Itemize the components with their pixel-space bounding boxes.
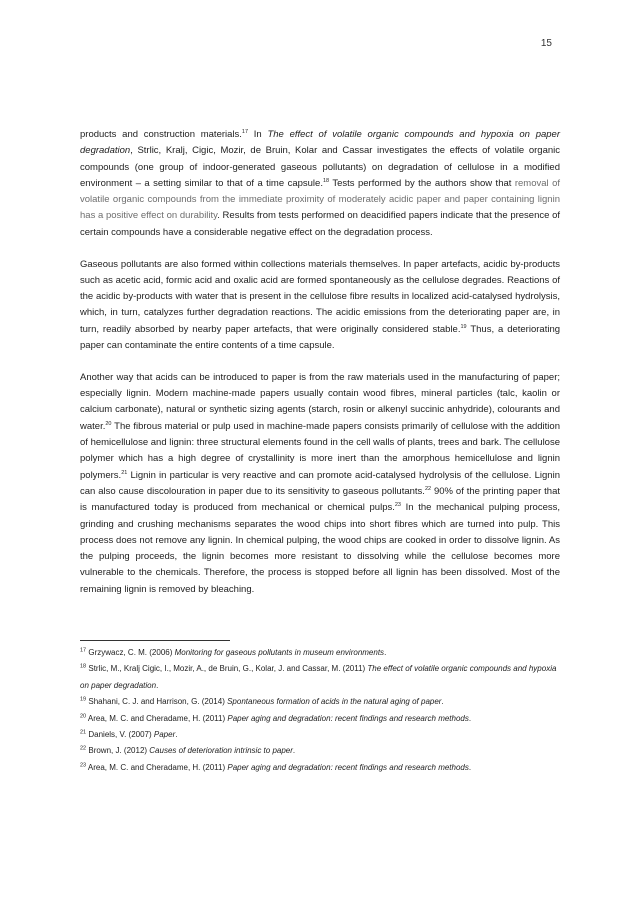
footnote: [80, 711, 560, 727]
footnote: [80, 760, 560, 776]
footnote-number: 17: [80, 647, 87, 654]
footnote-ref: 17: [241, 128, 249, 135]
quoted-passage: removal of volatile organic compounds from the immediate proximity of moderately acidic paper and paper containing lignin has a positive effect on durability: [80, 177, 560, 222]
footnote-number: 19: [80, 696, 87, 703]
footnote-punct: .: [468, 762, 472, 772]
footnote-ref: 19: [460, 323, 467, 330]
footnote-title: Paper: [153, 730, 176, 740]
footnote-punct: .: [384, 648, 387, 657]
body-text: [80, 127, 560, 614]
footnote-punct: .: [175, 730, 178, 740]
footnote-title: Paper aging and degradation: recent findings and research methods: [227, 713, 469, 723]
footnote-title: Spontaneous formation of acids in the natural aging of paper: [227, 697, 442, 707]
footnote-separator: [80, 640, 230, 641]
text-run: The fibrous material or pulp used in machine-made papers consists primarily of cellulose with the addition of hemicellulose and lignin: three structural elements found in the cell walls of plants, trees and bark. The cellulose polymer which has a high degree of crystallinity is more inert than the amorphous hemicellulose and lignin polymers.: [80, 420, 560, 481]
text-run: In: [248, 129, 268, 140]
footnote-number: 23: [80, 762, 87, 769]
paragraph: [80, 257, 560, 355]
work-title: The effect of volatile organic compounds and hypoxia on paper degradation: [80, 129, 560, 157]
footnote-ref: 20: [105, 420, 112, 427]
footnote-text: Shahani, C. J. and Harrison, G. (2014): [88, 697, 228, 707]
footnote-text: Strlic, M., Kralj Cigic, I., Mozir, A., de Bruin, G., Kolar, J. and Cassar, M. (2011): [88, 664, 368, 674]
footnote-text: Area, M. C. and Cheradame, H. (2011): [87, 762, 228, 772]
footnote: [80, 661, 560, 694]
text-run: Thus, a deteriorating paper can contaminate the entire contents of a time capsule.: [80, 323, 561, 352]
footnote: [80, 694, 560, 710]
footnote-punct: .: [441, 697, 444, 707]
footnote: [80, 645, 560, 661]
text-run: In the mechanical pulping process, grinding and crushing mechanisms separates the wood chips into short fibres which are turned into pulp. This process does not remove any lignin. In chemical pulping, the wood chips are cooked in order to dissolve lignin. As the pulping proceeds, the lignin becomes more resistant to dissolving while the cellulose becomes more vulnerable to the chemicals. Therefore, the process is stopped before all lignin has been dissolved. Most of the remaining lignin is removed by bleaching.: [80, 502, 560, 595]
text-run: Lignin in particular is very reactive and can promote acid-catalysed hydrolysis of the cellulose. Lignin can also cause discolouration in paper due to its sensitivity to gaseous pollutants.: [80, 469, 560, 497]
text-run: Gaseous pollutants are also formed within collections materials themselves. In paper artefacts, acidic by-products such as acetic acid, formic acid and oxalic acid are formed spontaneously as the cellulose degrades. Reactions of the acidic by-products with water that is present in the cellulose fibre results in localized acid-catalysed hydrolysis, which, in turn, catalyzes further degradation reactions. The acidic emissions from the deteriorating paper are, in turn, readily absorbed by nearby paper artefacts, that were originally considered stable.: [80, 258, 560, 335]
page-number: 15: [540, 38, 552, 49]
footnote: [80, 743, 560, 759]
footnote-text: Grzywacz, C. M. (2006): [88, 648, 175, 657]
footnote-number: 22: [80, 745, 87, 752]
footnote-punct: .: [156, 680, 159, 690]
footnote-number: 20: [80, 712, 87, 719]
footnote-number: 18: [80, 663, 87, 670]
footnote-title: Monitoring for gaseous pollutants in museum environments: [174, 648, 385, 657]
text-run: . Results from tests performed on deacidified papers indicate that the presence of certain compounds have a considerable negative effect on the degradation process.: [80, 210, 561, 238]
footnote-ref: 18: [322, 177, 330, 184]
footnote-title: Causes of deterioration intrinsic to paper: [149, 746, 293, 756]
footnote-ref: 21: [121, 469, 128, 476]
paragraph: [80, 127, 560, 241]
footnote-title: Paper aging and degradation: recent findings and research methods: [227, 762, 469, 772]
text-run: Tests performed by the authors show that: [329, 177, 515, 189]
footnote-text: Area, M. C. and Cheradame, H. (2011): [87, 713, 228, 723]
footnote-ref: 23: [394, 502, 401, 509]
footnote-text: Brown, J. (2012): [88, 746, 150, 756]
text-run: 90% of the printing paper that is manufactured today is produced from mechanical or chemical pulps.: [80, 485, 560, 514]
footnote-title: The effect of volatile organic compounds and hypoxia on paper degradation: [80, 664, 557, 690]
footnote-punct: .: [468, 713, 472, 723]
footnote-text: Daniels, V. (2007): [88, 730, 154, 740]
footnotes: [80, 645, 560, 776]
text-run: Another way that acids can be introduced to paper is from the raw materials used in the manufacturing of paper; especially lignin. Modern machine-made papers usually contain wood fibres, mineral particles (talc, kaolin or calcium carbonate), natural or synthetic sizing agents (starch, rosin or alkenyl succinic anhydride), colourants and water.: [80, 371, 560, 432]
text-run: products and construction materials.: [80, 129, 242, 140]
text-run: , Strlic, Kralj, Cigic, Mozir, de Bruin, Kolar and Cassar investigates the effects of volatile organic compounds (one group of indoor-generated gaseous pollutants) on degradation of cellulose in a modified environment – a setting similar to that of a time capsule.: [80, 145, 560, 189]
footnote: [80, 727, 560, 743]
footnote-ref: 22: [424, 485, 432, 492]
paragraph: [80, 370, 560, 598]
footnote-number: 21: [80, 729, 87, 736]
footnote-punct: .: [292, 746, 296, 756]
